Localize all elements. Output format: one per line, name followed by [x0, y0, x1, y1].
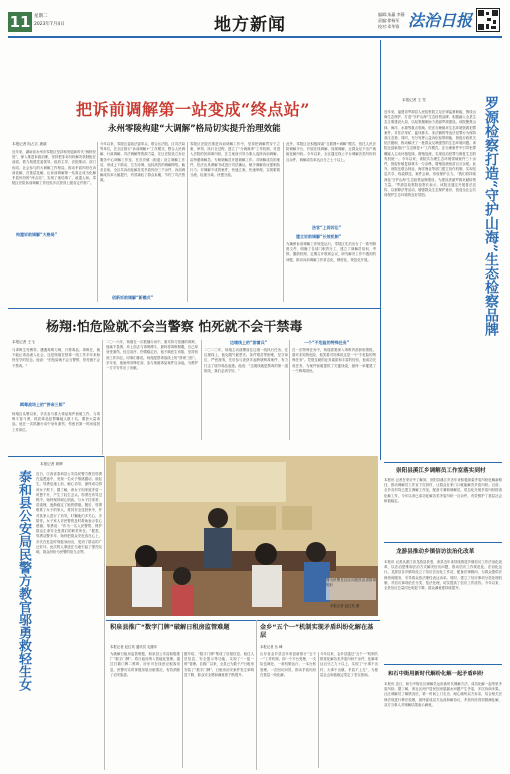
brief-2-body: 本报讯 记者从浙江省龙游县获悉，该县近年来持续推进乡镇信访工作法治化改革，以法治思维和法治方式解决信访问题，推动信访工作规范化、法治化运行。龙游县各乡镇均设立了信访法治化工作站，配备法律顾问，为群众提供法律咨询服务，引导群众依法理性表达诉求。同时，建立了信访事项分类处理机制，对信访事项依法分类、依法处理，切实提高了信访工作质效。今年以来，全县信访总量同比明显下降，群众满意度持续提升。 [384, 560, 502, 591]
qr-code-icon [476, 8, 500, 32]
right-story-body: 近年来，福建省罗源县人民检察院立足法律监督职能，围绕山海生态保护，打造“守护山海”生态检察品牌，积极融入全县生态文明建设大局，以检察履职助力美丽罗源建设。该院聚焦山林、海洋、水源等重点领域，依法办理破坏生态环境资源犯罪案件，对非法采矿、滥伐林木、非法捕捞等违法犯罪行为保持高压态势。同时，充分发挥公益诉讼检察职能，督促行政机关依法履职，推动解决了一批群众反映强烈的生态环境问题。该院还创新推行“生态修复+”工作模式，在办理案件中引导犯罪嫌疑人主动补植复绿、增殖放流，实现惩治犯罪与修复生态的有机统一。今年以来，该院共办理生态环境领域案件三十余件，督促补植复绿林木一万余株，增殖放流鱼苗百万余尾。此外，该院还联合林业、海洋渔业等部门建立协作机制，实现信息共享、线索移送、案件会商，形成保护合力。“我们将持续深化‘守护山海’生态检察品牌建设，为建设美丽罗源贡献检察力量。”罗源县检察院检察长表示。该院还通过开展普法宣传、以案释法等活动，增强群众生态保护意识，营造全社会共同保护生态环境的良好氛围。 [384, 110, 476, 198]
brief-3-body: 本报讯 近日，和石中街社区调解员运用新时代调解方法，成功化解一起邻里矛盾纠纷。据了解，该社区两户居民因房屋漏水问题产生矛盾，多次协商未果。社区调解员了解情况后，第一时间上门走访，耐心倾听双方诉求，结合相关法律法规进行释法说理，最终促成双方达成和解协议，矛盾纠纷得到圆满化解，双方当事人对调解结果表示满意。 [384, 682, 502, 707]
bottom-story-2-headline: 金乡“五个一”机制实现矛盾纠纷化解在基层 [260, 624, 374, 639]
second-story-body-col4: 在一次特殊任务中，杨翔需要深入毒贩内部获取情报。面对未知的危险，他笑着对同事说这是一个“不危险的特殊任务”。凭借过硬的业务素质和丰富的经验，他成功完成任务，为案件侦破提供了关键线索，最终一举摧毁了一个贩毒团伙。 [292, 348, 376, 373]
page-date: 2023年7月4日 [34, 22, 65, 27]
page-number-badge: 11 [9, 13, 31, 31]
photo-caption-text: 图为民警在社区向居民宣讲禁毒知识 [326, 578, 376, 600]
lead-story-body-col5: 为确保诉前调解工作规范运行，零陵区先后出台了一系列制度文件，明确了各部门职责分工，建立了调解员培训、考核、激励机制，定期召开联席会议，研究解决工作中遇到的问题，推动诉前调解工作常态化、制度化、规范化开展。 [286, 242, 376, 262]
bottom-story-2-body-col2: 今年以来，金乡县通过“五个一”机制共排查化解各类矛盾纠纷千余件，化解率达百分之九十以上，实现了“小事不出村、大事不出镇、矛盾不上交”，为基层社会和谐稳定奠定了坚实基础。 [320, 652, 378, 677]
right-story-byline: 本报记者 王 雪 [402, 98, 426, 102]
lead-story-byline: 本报记者 阮占江 唐斌 [12, 142, 47, 146]
layout-line: 校对:邓华锋 [378, 24, 400, 29]
lead-subhead-1: 构建诉前调解“大格局” [16, 232, 58, 237]
lead-quote-label: 法官“上网诉讼” [312, 225, 342, 230]
section-title: 地方新闻 [214, 15, 286, 35]
second-story-byline: 本报记者 王飞 [12, 340, 35, 344]
second-story-body-col1b: 杨翔自从警以来，多次参与重大毒品案件侦破工作，与毒贩斗智斗勇，抓获毒品犯罪嫌疑人数十名，缴获大量毒品。他在一次抓捕行动中身负重伤，伤愈后第一时间返回工作岗位。 [12, 412, 100, 432]
bottom-story-1-byline: 本报记者 赵红英 通讯员 毛继年 [110, 645, 158, 649]
second-subhead-1: 缉毒战场上的“拼命三郎” [20, 402, 66, 407]
lead-subhead-3: 建立诉前调解“长效机制” [296, 234, 342, 239]
bottom-story-1-body-col2: 据介绍，“数字门牌”集成了房屋信息、租住人员信息、安全提示等功能，实现了“一屋一码”管理。自推广以来，全县已为数千户日租房安装了“数字门牌”，日租房治安案件发生率明显下降，群众安全感和满意度不断提升。 [184, 652, 254, 677]
bottom-story-1-body: 为破解日租房监管难题，积泉县公安局积极推广“数字门牌”，将日租房纳入智能化管理。通过扫描门牌二维码，房东可在线登记租客信息，民警可实时掌握房屋出租情况，有效消除了治安隐患。 [110, 652, 180, 677]
left-column-headline: 泰和县公安局民警方教官邬勇救轻生女 [16, 470, 31, 691]
lead-story-body-col4: 此外，零陵区还积极探索“互联网+调解”模式，依托人民法院调解平台，开展在线调解、视频调解，让群众足不出户就能化解纠纷。今年以来，全区通过线上平台调解各类纠纷四百余件，调解成功率达百分之七十以上。 [286, 142, 376, 162]
page-weekday: 星期二 [34, 14, 48, 19]
lead-story-body-col2: 今年以来，零陵区委政法委牵头，联合区法院、区司法局等单位，在全区推行“诉前调解+”工作模式，整合人民调解、行政调解、司法调解等资源力量，在区法院设立诉讼服务中心调解工作室，在各乡镇（街道）设立调解工作站，形成上下联动、左右协调、运转高效的调解网络。截至目前，全区共诉前化解各类矛盾纠纷三千余件，诉前调解成功率大幅提升，有效减轻了群众诉累，节约了司法资源。 [100, 142, 185, 183]
lead-story-body-col3: 零陵区法院在推进诉前调解工作中，坚持把调解贯穿于立案、审判、执行全过程，建立了“分调裁审”工作机制，对进入法院的民商事纠纷，在立案前引导当事人选择诉前调解，由特邀调解员、专职调解员开展调解工作。对调解成功的案件，依法出具调解书或进行司法确认，赋予调解协议强制执行力；对调解不成的案件，快速立案、快速审理，实现繁简分流、轻重分离、快慢分道。 [190, 142, 280, 178]
second-story-body-col2: 二〇一六年，杨翔在一次抓捕行动中，面对持刀拒捕的毒贩，他毫不畏惧，冲上前去与毒贩搏斗，最终将毒贩制服，自己却身受重伤。经过治疗，伤情稳定后，他不顾医生劝阻，坚持回到工作岗位。同事们都说，杨翔是禁毒战线上的“拼命三郎”。多年来，他始终冲锋在前，参与侦破毒品案件百余起，为维护一方平安作出了贡献。 [106, 340, 198, 371]
right-story-headline: 罗源检察打造“守护山海”生态检察品牌 [483, 96, 499, 337]
lead-story-subheadline: 永州零陵构建“大调解”格局切实提升治理效能 [108, 124, 281, 134]
second-subhead-2: 边境线上的“排雷兵” [230, 340, 268, 345]
bottom-story-1-headline: 积泉县推广“数字门牌”破解日租房监管难题 [110, 624, 230, 631]
second-subhead-3: 一个“不危险的特殊任务” [304, 340, 350, 345]
editor-line: 编辑:朱赢 李静 [378, 12, 405, 17]
second-story-headline: 杨翔:怕危险就不会当警察 怕死就不会干禁毒 [46, 320, 303, 335]
lead-story-body: 近年来，湖南省永州市零陵区坚持和发展新时代“枫桥经验”，深入推进诉源治理，坚持把非诉纠纷解决机制挺在前面，着力构建党委领导、政府主导、法院推动、部门协同、社会参与的大调解工作格局，推动矛盾纠纷在诉前化解、在基层化解，让诉前调解第一站真正成为化解矛盾纠纷的“终点站”，实现了案结事了、政通人和。零陵区法院诉前调解工作经验多次获得上级肯定并推广。 [12, 150, 96, 186]
brief-2-headline: 龙游县推动乡镇信访法治化改革 [396, 549, 475, 555]
left-column-body: 近日，江西省泰和县公安局民警方教官邬勇在巡逻途中，发现一名女子情绪激动，欲轻生。邬勇迅速上前，耐心劝导，最终成功将该女子救下。据了解，该女子因家庭矛盾一时想不开，产生了轻生念头。邬勇在劝导过程中，始终保持耐心细致，与女子拉家常、讲道理，逐渐稳定了她的情绪。随后，邬勇联系了女子的家人，将其安全送回家中，并对其家人进行了劝导，叮嘱他们多关心、多陪伴。女子家人对民警的及时救助表示衷心感谢。邬勇说：“作为一名人民警察，保护群众生命安全是我们的职责所在。”据悉，邬勇从警多年，始终把群众安危放在心上，多次在危急时刻挺身而出，受到了群众的广泛好评。此次救人事迹在当地引起了强烈反响，群众纷纷为民警的担当点赞。 [36, 472, 102, 555]
lead-subhead-2: 创新诉前调解“新模式” [112, 295, 154, 300]
photo-caption-credit: 本报记者 赵红英 摄 [330, 604, 360, 608]
bottom-story-2-body: 山东省金乡县近年来创新推行“五个一”工作机制，即一个平台受理、一支队伍调处、一套机制运行、一本台账管理、一次回访问效，推动矛盾纠纷在基层一线化解。 [260, 652, 316, 677]
proofread-line: 责编:徐杨军 [378, 18, 400, 23]
left-column-byline: 本报记者 黄辉 [40, 462, 63, 466]
second-story-body-col1: 与毒贩生死博弈，遭遇毒贩刀刺，只要毒品、毒贩在，就不能让毒品流入社会，这是杨翔在禁毒一线工作多年来始终坚守的信念。他说：“怕危险就不会当警察，怕死就不会干禁毒。” [12, 348, 100, 368]
lead-story-headline: 把诉前调解第一站变成“终点站” [76, 100, 310, 119]
brief-1-body: 本报讯 记者在采访中了解到，崇阳县溪江乡近年来积极探索矛盾纠纷化解新路径，推动调解员工作室下沉到村，让群众在家门口就能解决矛盾纠纷。目前，全乡各村均已建立调解工作室，配备专兼职调解员，常态化开展矛盾纠纷排查化解工作，今年以来已成功化解各类矛盾纠纷一百余件，有效维护了基层社会和谐稳定。 [384, 478, 502, 503]
second-story-body-col3: 二〇二〇年，杨翔主动请缨前往边境一线执行任务。在边境线上，他克服气候恶劣、条件艰苦等困难，坚守岗位，严密查缉，先后参与查获多起跨境贩毒案件，有力打击了境外毒品渗透。他说：“边境线就是禁毒的第一道防线，我们必须守好。” [204, 348, 288, 373]
brief-3-headline: 和石中街用新时代解纷化解一起矛盾纠纷 [388, 671, 484, 677]
bottom-story-2-byline: 本报记者 丛 峰 [260, 645, 283, 649]
newspaper-name: 法治日报 [408, 11, 473, 30]
brief-1-headline: 崇阳县溪江乡调解员工作室落实到村 [396, 468, 486, 474]
